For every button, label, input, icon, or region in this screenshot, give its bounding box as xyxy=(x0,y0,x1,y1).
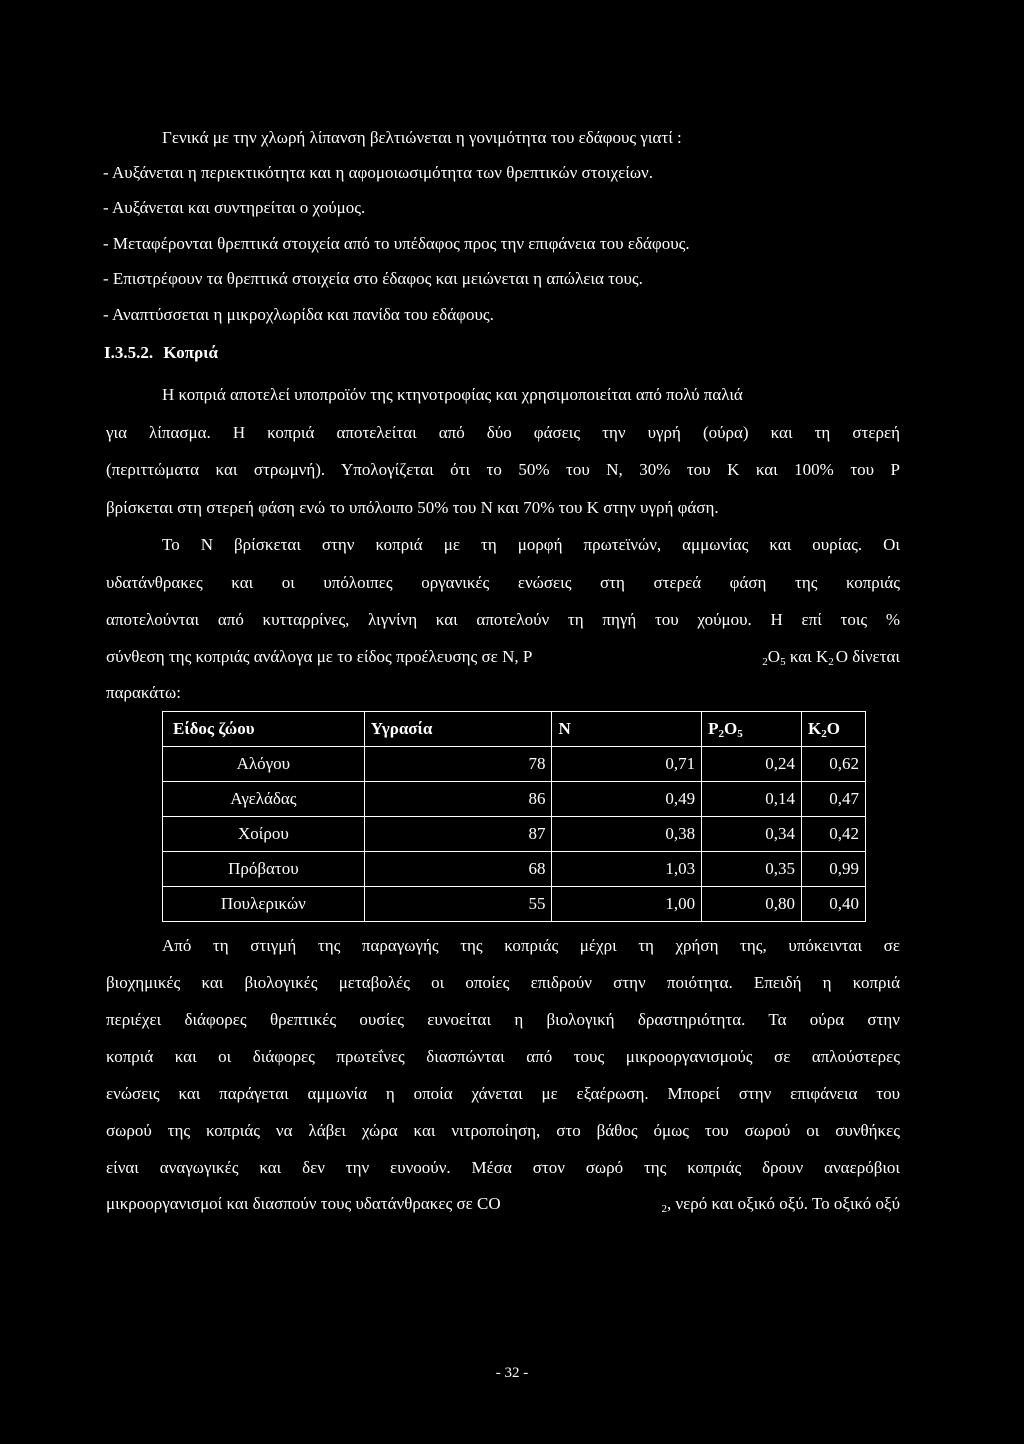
cell-p2o5: 0,24 xyxy=(702,747,802,782)
paragraph-line: περιέχει διάφορες θρεπτικές ουσίες ευνοείται η βιολογική δραστηριότητα. Τα ούρα στην xyxy=(106,1010,900,1029)
section-number: Ι.3.5.2. xyxy=(104,343,154,362)
paragraph-line-formula xyxy=(106,1193,900,1215)
cell-n: 0,38 xyxy=(552,817,702,852)
paragraph-line: Το Ν βρίσκεται στην κοπριά με τη μορφή πρωτεϊνών, αμμωνίας και ουρίας. Οι xyxy=(162,535,900,554)
column-header-moisture: Υγρασία xyxy=(364,712,552,747)
cell-p2o5: 0,14 xyxy=(702,782,802,817)
subscript: 2 xyxy=(828,656,834,668)
cell-animal: Πουλερικών xyxy=(163,887,365,922)
cell-k2o: 0,62 xyxy=(802,747,866,782)
cell-n: 0,71 xyxy=(552,747,702,782)
formula-text: σύνθεση της κοπριάς ανάλογα με το είδος προέλευσης σε Ν, Ρ xyxy=(106,647,533,666)
column-header-animal: Είδος ζώου xyxy=(163,712,365,747)
cell-k2o: 0,99 xyxy=(802,852,866,887)
cell-moisture: 78 xyxy=(364,747,552,782)
page-number: - 32 - xyxy=(495,1365,529,1381)
formula-text: μικροοργανισμοί και διασπούν τους υδατάνθρακες σε CO xyxy=(106,1194,501,1213)
paragraph-line: είναι αναγωγικές και δεν την ευνοούν. Μέσα στον σωρό της κοπριάς δρουν αναερόβιοι xyxy=(106,1158,900,1177)
paragraph-line: ενώσεις και παράγεται αμμωνία η οποία χάνεται με εξαέρωση. Μπορεί στην επιφάνεια του xyxy=(106,1084,900,1103)
cell-p2o5: 0,35 xyxy=(702,852,802,887)
column-header-p2o5: $P_2O_5$ xyxy=(702,712,802,747)
paragraph-line: για λίπασμα. Η κοπριά αποτελείται από δύο φάσεις την υγρή (ούρα) και τη στερεή xyxy=(106,423,900,442)
cell-n: 1,03 xyxy=(552,852,702,887)
cell-animal: Χοίρου xyxy=(163,817,365,852)
cell-moisture: 68 xyxy=(364,852,552,887)
bullet-item: - Μεταφέρονται θρεπτικά στοιχεία από το υπέδαφος προς την επιφάνεια του εδάφους. xyxy=(103,234,690,253)
column-header-n: Ν xyxy=(552,712,702,747)
bullet-item: - Αναπτύσσεται η μικροχλωρίδα και πανίδα του εδάφους. xyxy=(103,305,494,324)
paragraph-line: σωρού της κοπριάς να λάβει χώρα και νιτροποίηση, στο βάθος όμως του σωρού οι συνθήκες xyxy=(106,1121,900,1140)
formula-text: Ο δίνεται xyxy=(835,647,900,666)
cell-moisture: 86 xyxy=(364,782,552,817)
table-header-row xyxy=(163,712,866,747)
paragraph-line: υδατάνθρακες και οι υπόλοιπες οργανικές ενώσεις στη στερεά φάση της κοπριάς xyxy=(106,573,900,592)
table-row xyxy=(163,887,866,922)
formula-text: , νερό και οξικό οξύ. Το οξικό οξύ xyxy=(666,1194,900,1213)
cell-p2o5: 0,34 xyxy=(702,817,802,852)
subscript: 2 xyxy=(661,1203,667,1215)
paragraph-line: Η κοπριά αποτελεί υποπροϊόν της κτηνοτροφίας και χρησιμοποιείται από πολύ παλιά xyxy=(162,385,743,404)
paragraph-line: Από τη στιγμή της παραγωγής της κοπριάς μέχρι τη χρήση της, υπόκεινται σε xyxy=(162,936,900,955)
table-row xyxy=(163,782,866,817)
paragraph-line: παρακάτω: xyxy=(106,683,181,702)
cell-n: 1,00 xyxy=(552,887,702,922)
paragraph-line: κοπριά και οι διάφορες πρωτεΐνες διασπώνται από τους μικροοργανισμούς σε απλούστερες xyxy=(106,1047,900,1066)
table-row xyxy=(163,817,866,852)
cell-k2o: 0,40 xyxy=(802,887,866,922)
cell-k2o: 0,42 xyxy=(802,817,866,852)
cell-p2o5: 0,80 xyxy=(702,887,802,922)
intro-heading: Γενικά με την χλωρή λίπανση βελτιώνεται η γονιμότητα του εδάφους γιατί : xyxy=(162,128,682,147)
bullet-item: - Αυξάνεται και συντηρείται ο χούμος. xyxy=(103,198,366,217)
subscript: 5 xyxy=(780,656,786,668)
cell-k2o: 0,47 xyxy=(802,782,866,817)
section-title: Κοπριά xyxy=(163,343,218,362)
paragraph-line: (περιττώματα και στρωμνή). Υπολογίζεται ότι το 50% του Ν, 30% του Κ και 100% του Ρ xyxy=(106,460,900,479)
column-header-k2o: $K_2O$ xyxy=(802,712,866,747)
table-row xyxy=(163,747,866,782)
cell-animal: Αγελάδας xyxy=(163,782,365,817)
bullet-item: - Αυξάνεται η περιεκτικότητα και η αφομοιωσιμότητα των θρεπτικών στοιχείων. xyxy=(103,163,653,182)
paragraph-line-formula xyxy=(106,646,900,668)
formula-text: και Κ xyxy=(785,647,829,666)
formula-text: Ο xyxy=(767,647,781,666)
paragraph-line: βιοχημικές και βιολογικές μεταβολές οι οποίες επιδρούν στην ποιότητα. Επειδή η κοπριά xyxy=(106,973,900,992)
cell-n: 0,49 xyxy=(552,782,702,817)
manure-composition-table xyxy=(162,711,866,922)
section-heading xyxy=(104,342,218,364)
cell-moisture: 87 xyxy=(364,817,552,852)
paragraph-line: βρίσκεται στη στερεή φάση ενώ το υπόλοιπο 50% του Ν και 70% του Κ στην υγρή φάση. xyxy=(106,498,719,517)
cell-moisture: 55 xyxy=(364,887,552,922)
cell-animal: Αλόγου xyxy=(163,747,365,782)
bullet-item: - Επιστρέφουν τα θρεπτικά στοιχεία στο έδαφος και μειώνεται η απώλεια τους. xyxy=(103,269,643,288)
subscript: 2 xyxy=(762,656,768,668)
paragraph-line: αποτελούνται από κυτταρρίνες, λιγνίνη και αποτελούν τη πηγή του χούμου. Η επί τοις % xyxy=(106,610,900,629)
table-row xyxy=(163,852,866,887)
cell-animal: Πρόβατου xyxy=(163,852,365,887)
